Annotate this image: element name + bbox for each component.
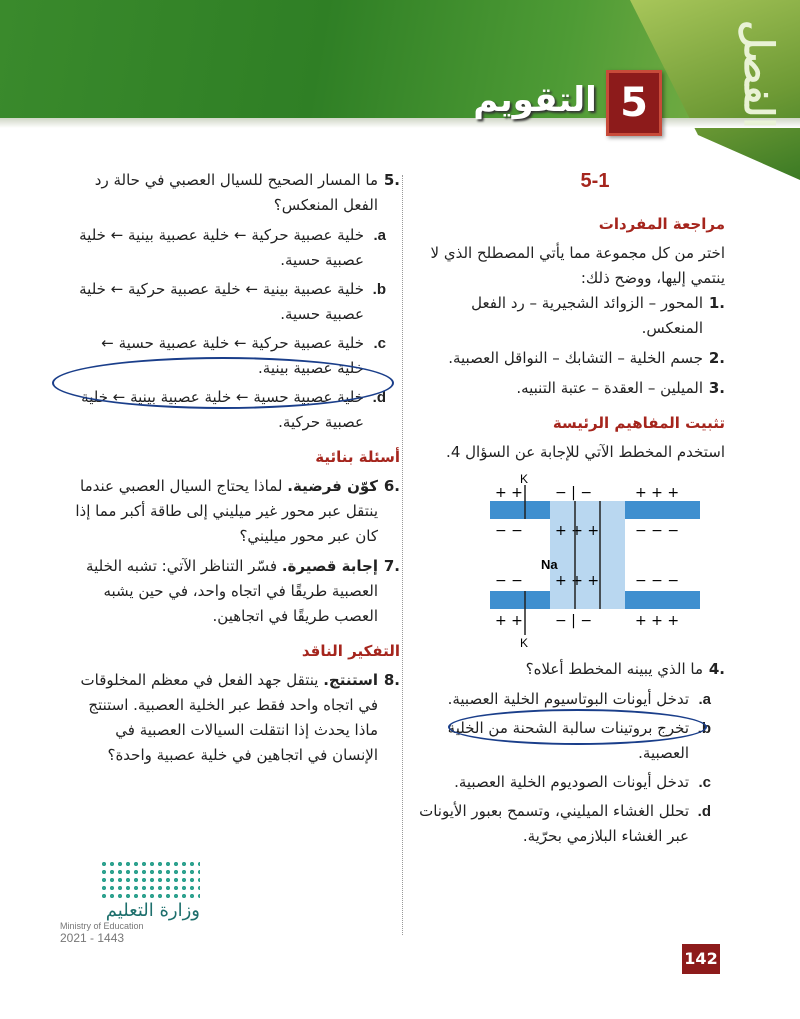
q5-option-b: b. خلية عصبية بينية ← خلية عصبية حركية ← خلية عصبية حسية.: [79, 280, 386, 323]
question-4: .4 ما الذي يبينه المخطط أعلاه؟: [525, 660, 725, 678]
question-5: .5 ما المسار الصحيح للسيال العصبي في حالة رد الفعل المنعكس؟: [94, 171, 400, 214]
question-6: .6 كوّن فرضية. لماذا يحتاج السيال العصبي عندما ينتقل عبر محور غير ميليني إلى طاقة أكبر مما إذا كان عبر محور ميليني؟: [75, 477, 400, 545]
ministry-en: Ministry of Education: [60, 921, 144, 931]
vocab-item: .2 جسم الخلية – التشابك – النواقل العصبية.: [448, 349, 725, 367]
vocab-title: مراجعة المفردات: [598, 215, 725, 233]
concepts-intro: استخدم المخطط الآتي للإجابة عن السؤال 4.: [446, 443, 725, 461]
svg-text:+ + +: + + +: [635, 485, 680, 501]
q5-option-c: c. خلية عصبية حركية ← خلية عصبية حسية ← خلية عصبية بينية.: [101, 334, 386, 377]
ministry-year: 2021 - 1443: [60, 931, 125, 945]
annotation-ellipse-q4c: [448, 709, 707, 745]
membrane-diagram: [415, 471, 725, 651]
svg-text:+ + +: + + +: [555, 573, 600, 589]
right-column: [415, 168, 725, 853]
svg-text:− −: − −: [495, 573, 523, 589]
chapter-title: التقويم: [473, 80, 597, 120]
banner-shadow: [0, 118, 800, 128]
chapter-number: 5: [606, 70, 662, 136]
column-divider: [402, 175, 403, 935]
ion-channel-svg: [415, 471, 715, 651]
svg-text:− | −: − | −: [555, 485, 593, 501]
q4-option-d: d. تحلل الغشاء الميليني، وتسمح بعبور الأيونات عبر الغشاء البلازمي بحرّية.: [419, 802, 711, 845]
page-number: 142: [682, 944, 720, 974]
chapter-word: الفصل: [735, 20, 782, 129]
question-7: .7 إجابة قصيرة. فسّر التناظر الآتي: تشبه الخلية العصبية طريقًا في اتجاه واحد، في حين يشبه العصب طريقًا في اتجاهين.: [86, 557, 400, 625]
critical-title: التفكير الناقد: [301, 642, 400, 660]
na-label: Na: [541, 557, 558, 572]
section-number: 5-1: [580, 170, 610, 192]
vocab-item: .3 الميلين – العقدة – عتبة التنبيه.: [516, 379, 725, 397]
ministry-dots-icon: [100, 860, 200, 900]
ministry-logo: [60, 860, 200, 945]
svg-text:− | −: − | −: [555, 613, 593, 629]
left-column: [70, 168, 400, 773]
question-8: .8 استنتج. ينتقل جهد الفعل في معظم المخلوقات في اتجاه واحد فقط عبر الخلية العصبية. استنتج ماذا يحدث إذا انتقلت السيالات العصبية في الإنسان في اتجاهين في خلية عصبية واحدة؟: [80, 671, 400, 764]
svg-text:+ + +: + + +: [555, 523, 600, 539]
ministry-name: وزارة التعليم: [105, 900, 200, 921]
svg-text:+ +: + +: [495, 485, 523, 501]
q5-option-d: d. خلية عصبية حسية ← خلية عصبية بينية ← خلية عصبية حركية.: [81, 388, 386, 431]
svg-text:− − −: − − −: [635, 573, 680, 589]
vocab-item: .1 المحور – الزوائد الشجيرية – رد الفعل المنعكس.: [471, 294, 725, 337]
vocab-intro: اختر من كل مجموعة مما يأتي المصطلح الذي لا ينتمي إليها، ووضح ذلك:: [430, 244, 725, 287]
q4-option-c: c. تدخل أيونات الصوديوم الخلية العصبية.: [454, 773, 711, 791]
svg-text:− −: − −: [495, 523, 523, 539]
q5-option-a: a. خلية عصبية حركية ← خلية عصبية بينية ← خلية عصبية حسية.: [79, 226, 386, 269]
q4-option-b: b. تخرج بروتينات سالبة الشحنة من الخلية العصبية.: [447, 719, 711, 762]
svg-text:+ +: + +: [495, 613, 523, 629]
q4-option-a: a. تدخل أيونات البوتاسيوم الخلية العصبية.: [447, 690, 711, 708]
constructive-title: أسئلة بنائية: [315, 448, 400, 466]
svg-text:+ + +: + + +: [635, 613, 680, 629]
svg-text:− − −: − − −: [635, 523, 680, 539]
k-bottom-label: K: [520, 636, 529, 650]
concepts-title: تثبيت المفاهيم الرئيسة: [552, 414, 725, 432]
annotation-ellipse-q5d: [52, 357, 394, 409]
k-top-label: K: [520, 472, 529, 486]
